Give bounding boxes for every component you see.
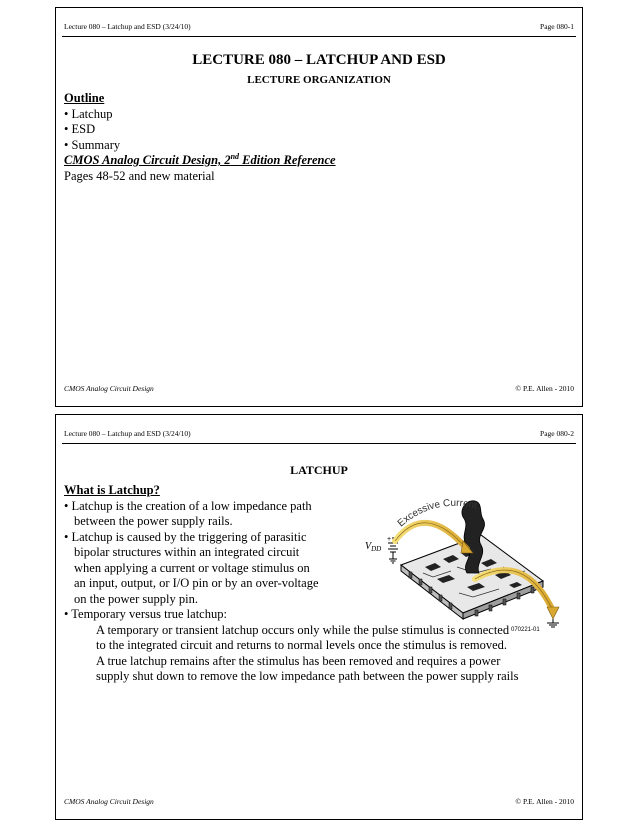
text-line: bipolar structures within an integrated circuit <box>74 545 300 559</box>
text-line: an input, output, or I/O pin or by an over-voltage <box>74 576 319 590</box>
header-divider <box>62 36 576 37</box>
latchup-illustration <box>363 493 568 633</box>
text-line: • Latchup is caused by the triggering of parasitic <box>64 529 307 544</box>
arrowhead-icon <box>547 607 559 619</box>
section-heading: What is Latchup? <box>64 483 160 497</box>
slide-header <box>64 429 574 443</box>
text-line: between the power supply rails. <box>74 514 233 528</box>
text-line: to the integrated circuit and returns to normal levels once the stimulus is removed. <box>96 638 507 652</box>
outline-item: • Summary <box>64 137 121 152</box>
text-line: A true latchup remains after the stimulus has been removed and requires a power <box>96 653 501 668</box>
outline-heading: Outline <box>64 91 105 105</box>
slide-body <box>64 91 574 184</box>
book-reference <box>64 153 574 169</box>
header-left: Lecture 080 – Latchup and ESD (3/24/10) <box>64 429 191 438</box>
bullet-latchup-cause <box>64 530 359 608</box>
bullet-latchup-definition <box>64 499 359 530</box>
footer-copyright: © P.E. Allen - 2010 <box>515 797 574 806</box>
header-divider <box>62 443 576 444</box>
battery-plus-sign: + <box>387 536 392 543</box>
vdd-label: $V_{DD}$ <box>365 541 382 553</box>
text-line: when applying a current or voltage stimulus on <box>74 560 310 575</box>
header-left: Lecture 080 – Latchup and ESD (3/24/10) <box>64 22 191 31</box>
reference-pages: Pages 48-52 and new material <box>64 168 215 183</box>
excessive-current-label: Excessive Current <box>395 497 479 530</box>
reference-superscript: nd <box>230 151 240 161</box>
footer-left: CMOS Analog Circuit Design <box>64 384 154 393</box>
ground-icon <box>547 619 559 627</box>
footer-copyright: © P.E. Allen - 2010 <box>515 384 574 393</box>
header-page-number: Page 080-2 <box>540 429 574 438</box>
slide-title: LECTURE 080 – LATCHUP AND ESD <box>192 52 446 68</box>
paragraph-true-latchup <box>64 654 574 685</box>
outline-item: • ESD <box>64 122 96 136</box>
text-line: A temporary or transient latchup occurs only while the pulse stimulus is connected <box>96 622 510 637</box>
text-line: • Latchup is the creation of a low impedance path <box>64 498 312 513</box>
slide-footer <box>64 384 574 396</box>
slide-1 <box>55 7 583 407</box>
text-line: on the power supply pin. <box>74 591 198 606</box>
bullet-temporary-vs-true: • Temporary versus true latchup: <box>64 607 227 621</box>
slide-title: LATCHUP <box>290 463 348 477</box>
footer-left: CMOS Analog Circuit Design <box>64 797 154 806</box>
reference-title: CMOS Analog Circuit Design, 2 <box>64 153 231 167</box>
text-line: supply shut down to remove the low impedance path between the power supply rails <box>96 669 519 683</box>
slide-subtitle: LECTURE ORGANIZATION <box>247 74 391 86</box>
figure-id: 070221-01 <box>511 627 540 633</box>
slide-footer <box>64 797 574 809</box>
slide-2 <box>55 414 583 820</box>
outline-item: • Latchup <box>64 106 113 121</box>
slide-header <box>64 22 574 36</box>
reference-edition: Edition Reference <box>239 153 336 167</box>
header-page-number: Page 080-1 <box>540 22 574 31</box>
